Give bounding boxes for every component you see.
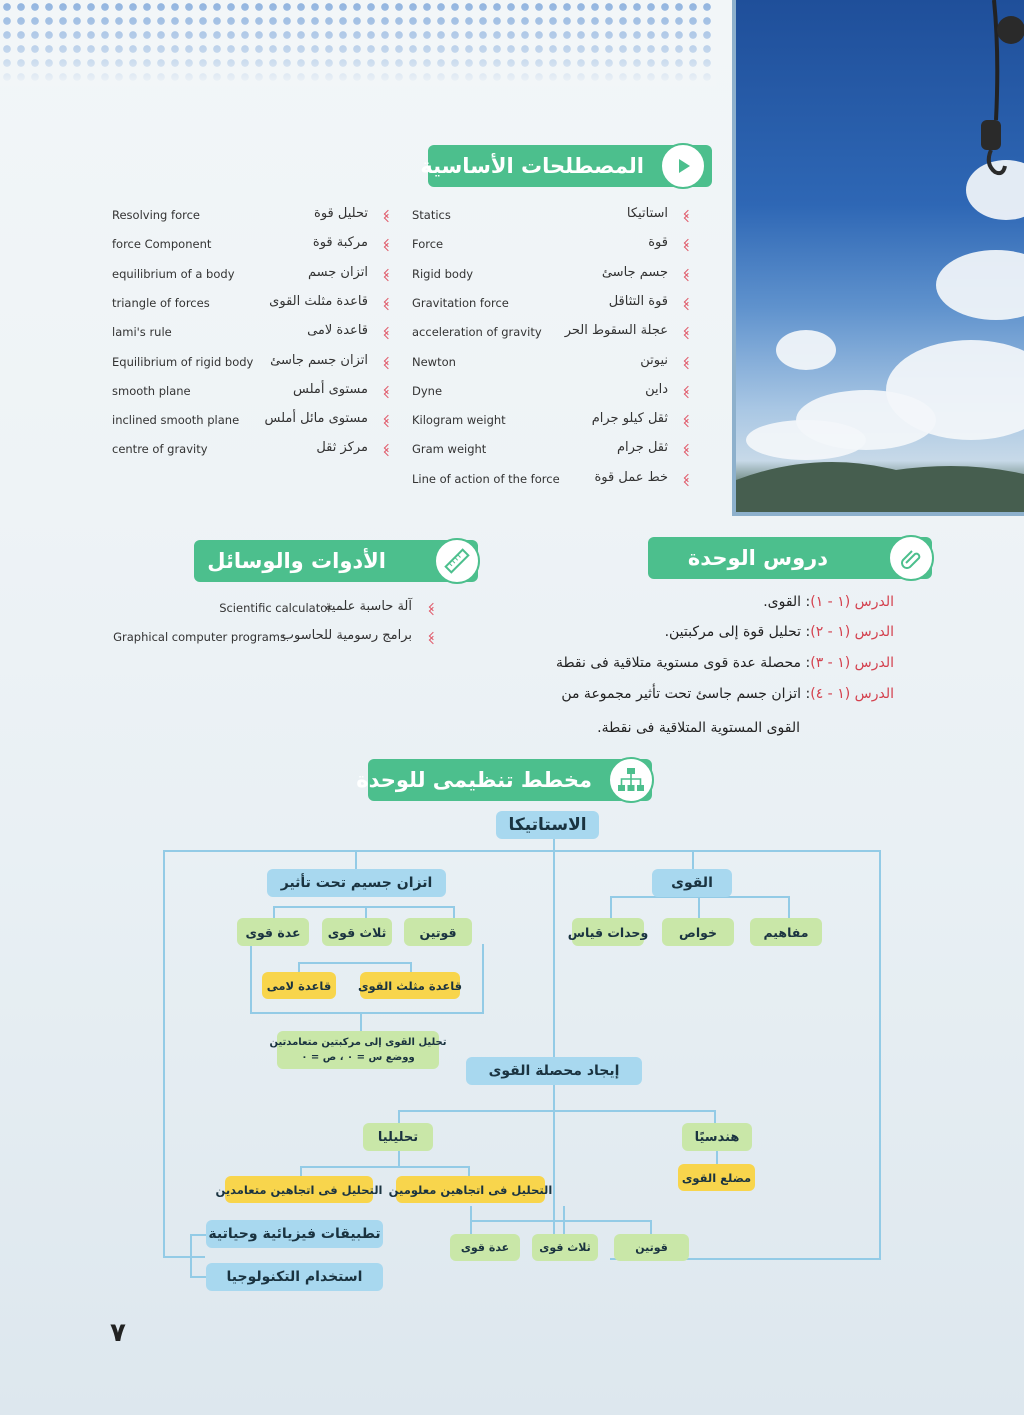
term-en: Newton [412, 354, 456, 369]
bullet-icon [385, 210, 393, 220]
bullet-icon [685, 386, 693, 396]
term-ar: قوة التثاقل [608, 293, 668, 309]
term-en: Statics [412, 208, 451, 222]
tool-en: Graphical computer programs [113, 630, 286, 644]
term-ar: عجلة السقوط الحر [564, 323, 668, 339]
tools-header-title: الأدوات والوسائل [207, 549, 386, 573]
flow-analytic: تحليليا [363, 1123, 433, 1151]
lesson-title: : اتزان جسم جاسئ تحت تأثير مجموعة من [561, 686, 811, 702]
flow-forces: القوى [652, 869, 732, 897]
flow-several-forces: عدة قوى [237, 918, 309, 946]
lesson-item [556, 655, 894, 671]
tool-en: Scientific calculator [219, 601, 332, 615]
chart-header-title: مخطط تنظيمى للوحدة [356, 768, 592, 792]
flow-resultant: إيجاد محصلة القوى [466, 1057, 642, 1085]
play-icon [660, 143, 706, 189]
lesson-number: الدرس (١ - ٢) [810, 624, 894, 640]
lesson-number: الدرس (١ - ٤) [810, 686, 894, 702]
flow-polygon: مضلع القوى [678, 1164, 755, 1191]
term-ar: جسم جاسئ [601, 264, 668, 280]
flow-resolve [269, 1031, 447, 1069]
bullet-icon [385, 357, 393, 367]
term-ar: خط عمل قوة [594, 469, 668, 485]
term-en: Dyne [412, 383, 443, 398]
bullet-icon [685, 210, 693, 220]
tools-header [194, 540, 478, 582]
header-dot-fade [0, 0, 716, 86]
term-ar: نيوتن [640, 352, 668, 368]
bullet-icon [685, 239, 693, 249]
bullet-icon [685, 415, 693, 425]
term-en: Line of action of the force [412, 471, 560, 486]
flow-equilibrium: اتزان جسيم تحت تأثير [267, 869, 446, 897]
flow-bottom-several: عدة قوى [450, 1234, 520, 1261]
flow-resolve-line2: ووضع س = ٠ ، ص = ٠ [301, 1052, 415, 1063]
term-ar: اتزان جسم [308, 264, 368, 280]
lessons-header [648, 537, 932, 579]
term-en: centre of gravity [112, 442, 208, 457]
term-ar: مركبة قوة [312, 235, 368, 251]
term-ar: اتزان جسم جاسئ [270, 352, 368, 368]
terms-header-title: المصطلحات الأساسية [420, 154, 644, 178]
lesson-continuation: القوى المستوية المتلاقية فى نقطة. [597, 720, 800, 736]
bullet-icon [385, 239, 393, 249]
term-ar: مركز ثقل [316, 440, 368, 456]
lesson-title: : القوى. [763, 594, 811, 610]
lesson-item [763, 594, 894, 610]
bullet-icon [685, 474, 693, 484]
term-en: inclined smooth plane [112, 413, 240, 428]
term-en: smooth plane [112, 383, 191, 398]
term-en: Rigid body [412, 266, 474, 281]
paperclip-icon [888, 535, 934, 581]
lesson-number: الدرس (١ - ١) [810, 594, 894, 610]
term-ar: ثقل جرام [616, 440, 668, 456]
flow-properties: خواص [662, 918, 734, 946]
term-ar: ثقل كيلو جرام [591, 411, 668, 427]
term-en: Resolving force [112, 208, 200, 222]
term-ar: مستوى مائل أملس [264, 411, 368, 427]
flow-geometric: هندسيًا [682, 1123, 752, 1151]
term-ar: تحليل قوة [314, 206, 368, 221]
bullet-icon [685, 444, 693, 454]
flow-concepts: مفاهيم [750, 918, 822, 946]
flow-lami-rule: قاعدة لامى [262, 972, 336, 999]
term-en: lami's rule [112, 325, 172, 340]
bullet-icon [685, 357, 693, 367]
chart-header [356, 759, 652, 801]
term-ar: داين [645, 381, 668, 397]
lesson-title: : محصلة عدة قوى مستوية متلاقية فى نقطة [555, 655, 811, 671]
bullet-icon [385, 269, 393, 279]
crane-photo [732, 0, 1024, 516]
lessons-header-title: دروس الوحدة [687, 546, 828, 570]
flow-units: وحدات قياس [572, 918, 644, 946]
flow-applications: تطبيقات فيزيائية وحياتية [206, 1220, 383, 1248]
lesson-title: : تحليل قوة إلى مركبتين. [664, 624, 811, 640]
term-en: equilibrium of a body [112, 266, 235, 281]
flow-bottom-three: ثلاث قوى [532, 1234, 598, 1261]
flow-perpendicular: التحليل فى اتجاهين متعامدين [225, 1176, 373, 1203]
term-ar: قاعدة مثلث القوى [269, 293, 368, 309]
term-ar: استاتيكا [626, 206, 668, 221]
flow-three-forces: ثلاث قوى [322, 918, 392, 946]
flow-root: الاستاتيكا [496, 811, 599, 839]
hierarchy-icon [608, 757, 654, 803]
bullet-icon [685, 298, 693, 308]
term-en: triangle of forces [112, 295, 210, 310]
lesson-item [561, 686, 894, 702]
flow-triangle-rule: قاعدة مثلث القوى [360, 972, 460, 999]
ruler-icon [434, 538, 480, 584]
term-en: Force [412, 237, 444, 252]
bullet-icon [430, 632, 438, 642]
terms-header [420, 145, 712, 187]
term-en: force Component [112, 237, 212, 252]
term-ar: قاعدة لامى [307, 323, 368, 339]
term-en: acceleration of gravity [412, 325, 542, 340]
bullet-icon [385, 327, 393, 337]
term-en: Equilibrium of rigid body [112, 354, 254, 369]
bullet-icon [385, 298, 393, 308]
bullet-icon [685, 327, 693, 337]
bullet-icon [685, 269, 693, 279]
lesson-item [665, 624, 894, 640]
term-en: Gram weight [412, 442, 487, 457]
flow-bottom-two: قوتين [614, 1234, 689, 1261]
lesson-number: الدرس (١ - ٣) [810, 655, 894, 671]
term-ar: مستوى أملس [293, 381, 368, 397]
bullet-icon [430, 603, 438, 613]
tool-ar: برامج رسومية للحاسوب [281, 628, 412, 643]
term-en: Gravitation force [412, 295, 509, 310]
bullet-icon [385, 415, 393, 425]
flow-technology: استخدام التكنولوجيا [206, 1263, 383, 1291]
bullet-icon [385, 386, 393, 396]
term-ar: قوة [648, 235, 668, 251]
flow-resolve-line1: تحليل القوى إلى مركبتين متعامدتين [269, 1037, 447, 1048]
bullet-icon [385, 444, 393, 454]
page-number: ٧ [110, 1318, 126, 1348]
tool-ar: آلة حاسبة علمية [324, 599, 412, 614]
flow-known-directions: التحليل فى اتجاهين معلومين [396, 1176, 545, 1203]
term-en: Kilogram weight [412, 413, 506, 428]
flow-two-forces: قوتين [404, 918, 472, 946]
